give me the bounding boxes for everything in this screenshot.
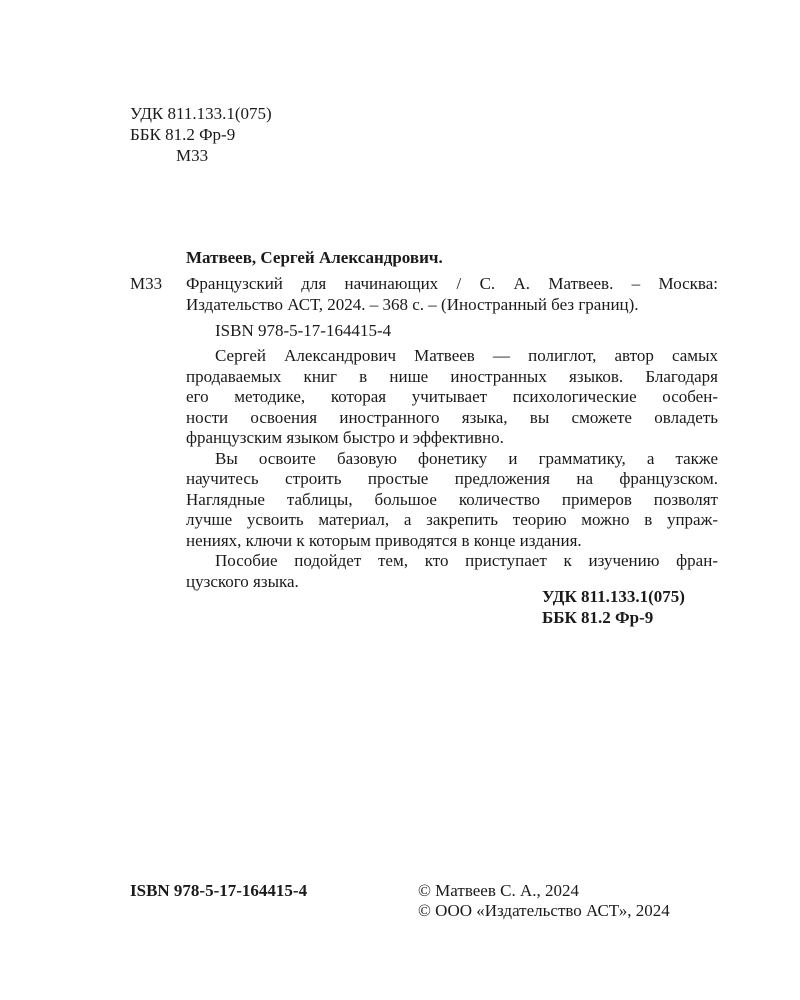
record-title-line: Французский для начинающих / С. А. Матвеев. – Москва: [186, 274, 718, 293]
annotation-line: нениях, ключи к которым приводятся в конце издания. [186, 530, 582, 550]
annotation-line: цузского языка. [186, 571, 299, 591]
copyright-publisher: © ООО «Издательство АСТ», 2024 [418, 901, 670, 920]
annotation-line: Сергей Александрович Матвеев — полиглот, автор самых [215, 346, 718, 365]
annotation-line: научитесь строить простые предложения на французском. [186, 469, 718, 488]
bottom-udk-code: УДК 811.133.1(075) [542, 587, 685, 606]
record-author-mark: М33 [130, 274, 163, 293]
footer-isbn: ISBN 978-5-17-164415-4 [130, 881, 308, 900]
udk-code: УДК 811.133.1(075) [130, 104, 272, 123]
annotation-line: продаваемых книг в нише иностранных языков. Благодаря [186, 366, 718, 386]
bbk-code: ББК 81.2 Фр-9 [130, 125, 236, 144]
copyright-author: © Матвеев С. А., 2024 [418, 881, 579, 900]
annotation-line: Пособие подойдет тем, кто приступает к изучению фран- [215, 551, 718, 570]
annotation-line: Наглядные таблицы, большое количество примеров позволят [186, 489, 718, 509]
annotation-line: французским языком быстро и эффективно. [186, 428, 504, 447]
annotation [186, 346, 718, 592]
annotation-line: лучше усвоить материал, а закрепить теорию можно в упраж- [186, 510, 718, 529]
author-mark: М33 [176, 146, 209, 165]
annotation-line: ности освоения иностранного языка, вы сможете овладеть [186, 407, 718, 427]
annotation-line: его методике, которая учитывает психологические особен- [186, 387, 718, 406]
author-heading: Матвеев, Сергей Александрович. [186, 248, 443, 267]
annotation-line: Вы освоите базовую фонетику и грамматику, а также [215, 448, 718, 468]
bottom-bbk-code: ББК 81.2 Фр-9 [542, 608, 654, 627]
record-publisher-line: Издательство АСТ, 2024. – 368 с. – (Иностранный без границ). [186, 295, 639, 314]
record-isbn: ISBN 978-5-17-164415-4 [215, 321, 392, 340]
